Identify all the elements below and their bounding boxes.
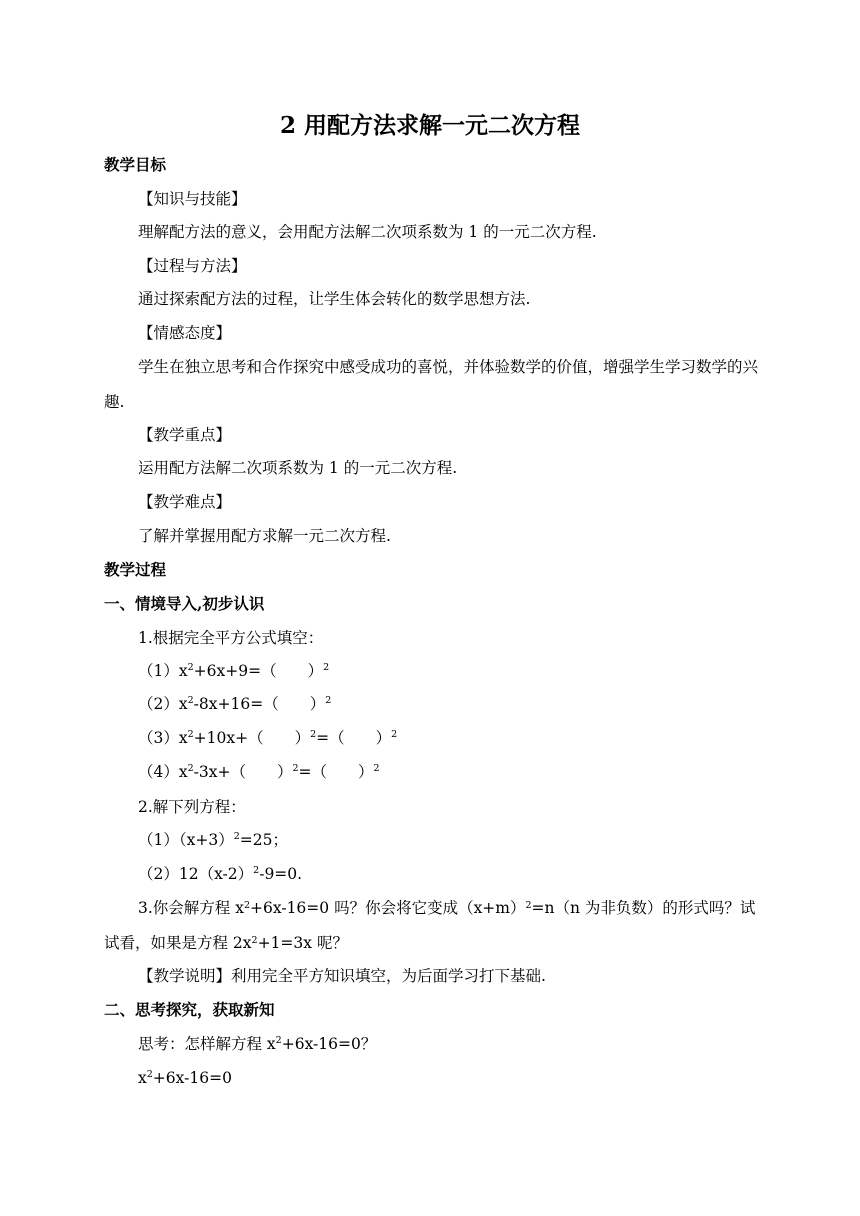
question-1-item: $(1)x^2+6x+9=$（ ）$^2$	[138, 662, 330, 680]
process-method-text: 通过探索配方法的过程，让学生体会转化的数学思想方法.	[138, 290, 531, 308]
equation-line: $x^2+6x-16=0$	[138, 1069, 232, 1087]
question-1-item: $(4)x^2-3x+$（ ）$^2$=（ ）$^2$	[138, 763, 380, 781]
teaching-note	[138, 966, 546, 986]
knowledge-skills-text: 理解配方法的意义，会用配方法解二次项系数为 1 的一元二次方程.	[138, 223, 597, 241]
question-1-intro: 1.根据完全平方公式填空：	[138, 629, 324, 647]
key-point-text: 运用配方法解二次项系数为 1 的一元二次方程.	[138, 459, 458, 477]
think-question: 思考：怎样解方程 $x^2+6x-16=0$？	[138, 1035, 377, 1053]
section-1-heading: 一、情境导入,初步认识	[104, 594, 265, 613]
question-1-item: $(3)x^2+10x+$（ ）$^2$=（ ）$^2$	[138, 729, 398, 747]
question-2-item: $(1)(x+3)^2=25$；	[138, 831, 288, 849]
knowledge-skills-tag: 【知识与技能】	[138, 190, 247, 208]
teaching-goals-heading: 教学目标	[104, 155, 167, 174]
difficulty-tag: 【教学难点】	[138, 493, 232, 511]
key-point-tag: 【教学重点】	[138, 426, 232, 444]
question-2-intro: 2.解下列方程：	[138, 798, 246, 816]
emotion-attitude-tag: 【情感态度】	[138, 324, 232, 342]
question-2-item: $(2)12(x-2)^2-9=0$.	[138, 865, 303, 883]
teaching-process-heading: 教学过程	[104, 560, 167, 579]
process-method-tag: 【过程与方法】	[138, 257, 247, 275]
section-2-heading: 二、思考探究，获取新知	[104, 1000, 275, 1019]
emotion-attitude-text: 学生在独立思考和合作探究中感受成功的喜悦，并体验数学的价值，增强学生学习数学的兴趣.	[104, 358, 759, 411]
page-title: 2 用配方法求解一元二次方程	[279, 112, 580, 139]
teaching-note-text: 利用完全平方知识填空，为后面学习打下基础.	[231, 967, 546, 985]
question-3-text: 3.你会解方程 $x^2+6x-16=0$ 吗？你会将它变成$(x+m)^2=n(n$ 为非负数）的形式吗？试试看，如果是方程 $2x^2+1=3x$ 呢？	[104, 899, 756, 952]
teaching-note-tag: 【教学说明】	[138, 967, 232, 985]
question-1-item: $(2)x^2-8x+16=$（ ）$^2$	[138, 695, 332, 713]
difficulty-text: 了解并掌握用配方求解一元二次方程.	[138, 527, 391, 545]
